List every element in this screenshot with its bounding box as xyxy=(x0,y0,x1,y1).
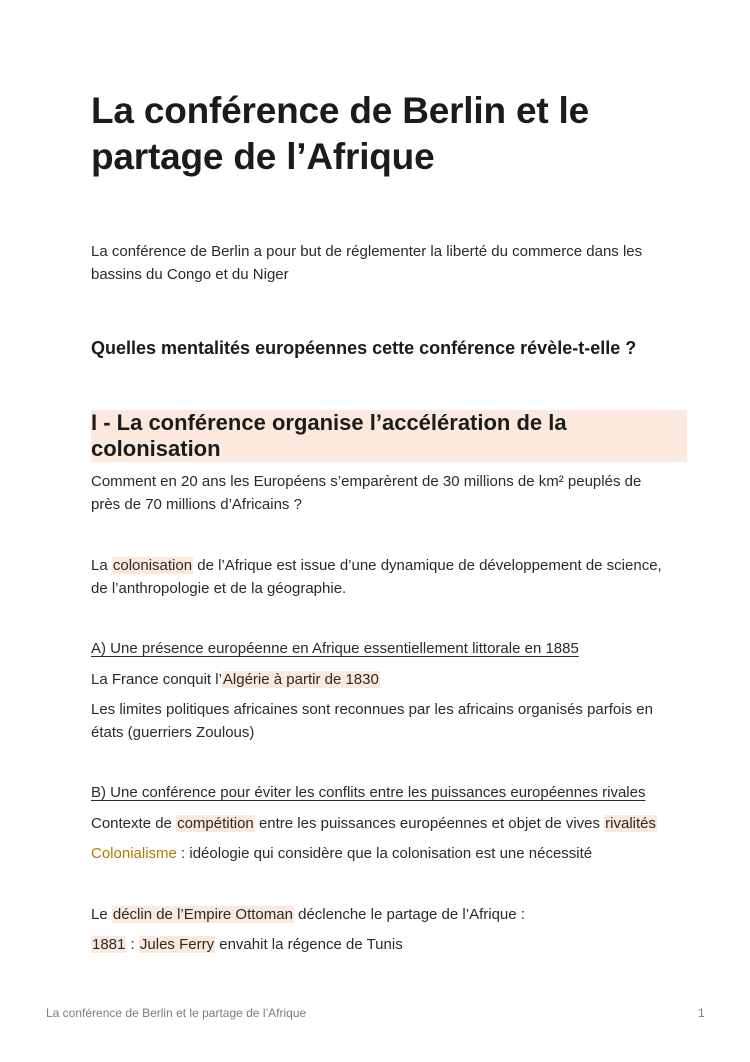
text-run: La France conquit l’ xyxy=(91,671,222,688)
subsection-a-heading: A) Une présence européenne en Afrique essentiellement littorale en 1885 xyxy=(91,640,579,657)
context-line xyxy=(91,812,671,835)
intro-paragraph: La conférence de Berlin a pour but de réglementer la liberté du commerce dans les bassins du Congo et du Niger xyxy=(91,243,643,283)
page-title: La conférence de Berlin et le partage de l’Afrique xyxy=(91,90,589,177)
ferry-line xyxy=(91,933,671,956)
highlight-colonisation: colonisation xyxy=(112,557,193,574)
limites-paragraph: Les limites politiques africaines sont reconnues par les africains organisés parfois en états (guerriers Zoulous) xyxy=(91,701,653,741)
section-1-heading: I - La conférence organise l’accélération de la colonisation xyxy=(91,410,687,462)
decline-line xyxy=(91,903,671,926)
text-run: déclenche le partage de l’Afrique : xyxy=(293,906,525,923)
text-run: : xyxy=(126,936,139,953)
problematic-question: Quelles mentalités européennes cette conférence révèle-t-elle ? xyxy=(91,338,637,358)
term-colonialisme: Colonialisme xyxy=(91,845,177,862)
text-run: La xyxy=(91,557,112,574)
subsection-b-heading: B) Une conférence pour éviter les conflits entre les puissances européennes rivales xyxy=(91,784,646,801)
text-run: Contexte de xyxy=(91,815,177,832)
highlight-rivalites: rivalités xyxy=(605,815,657,832)
colonisation-paragraph xyxy=(91,554,671,600)
highlight-jules-ferry: Jules Ferry xyxy=(139,936,215,953)
text-run: de l’Afrique est issue d’une dynamique de développement de science, de l’anthropologie et de la géographie. xyxy=(91,557,662,597)
text-run: entre les puissances européennes et objet de vives xyxy=(254,815,605,832)
footer-page-number: 1 xyxy=(698,1006,705,1020)
highlight-competition: compétition xyxy=(177,815,254,832)
footer-document-title: La conférence de Berlin et le partage de l’Afrique xyxy=(46,1006,307,1020)
highlight-algerie: Algérie à partir de 1830 xyxy=(222,671,379,688)
highlight-empire-ottoman: déclin de l’Empire Ottoman xyxy=(112,906,293,923)
text-run: envahit la régence de Tunis xyxy=(215,936,403,953)
colonialism-definition xyxy=(91,842,671,865)
algerie-line xyxy=(91,668,671,691)
text-run: Le xyxy=(91,906,112,923)
highlight-1881: 1881 xyxy=(92,936,126,953)
text-run: : idéologie qui considère que la colonisation est une nécessité xyxy=(176,845,593,862)
section-1-lead: Comment en 20 ans les Européens s’emparèrent de 30 millions de km² peuplés de près de 70 millions d’Africains ? xyxy=(91,473,642,513)
